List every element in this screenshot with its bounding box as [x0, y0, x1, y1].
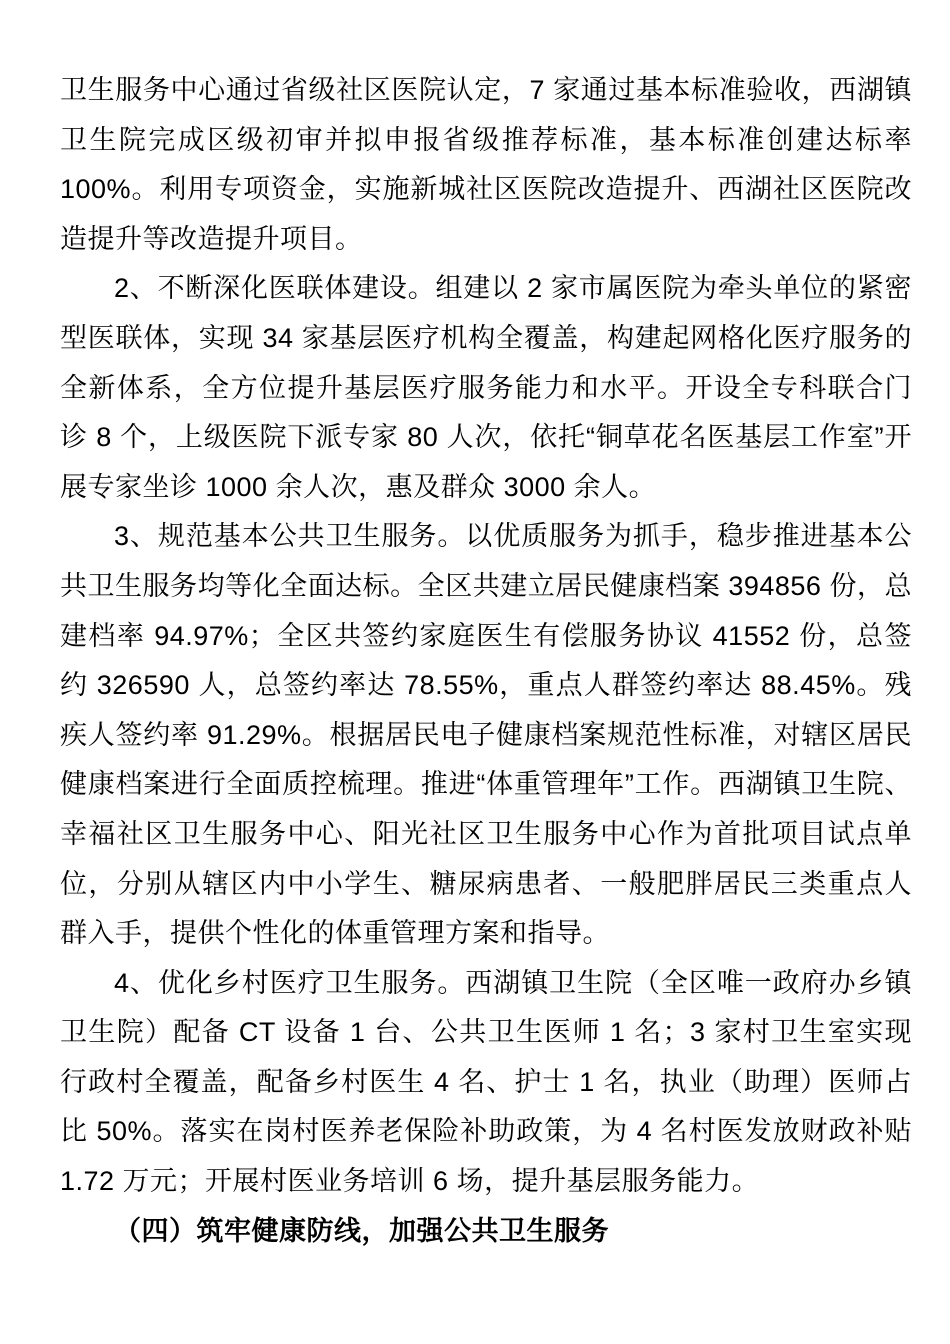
body-paragraph: 卫生服务中心通过省级社区医院认定，7 家通过基本标准验收，西湖镇卫生院完成区级初审并拟申报省级推荐标准，基本标准创建达标率 100%。利用专项资金，实施新城社区医院改造提升、西湖社区医院改造提升等改造提升项目。 [60, 75, 912, 254]
body-paragraph: 3、规范基本公共卫生服务。以优质服务为抓手，稳步推进基本公共卫生服务均等化全面达标。全区共建立居民健康档案 394856 份，总建档率 94.97%；全区共签约家庭医生有偿服务协议 41552 份，总签约 326590 人，总签约率达 78.55%，重点人群签约率达 88.45%。残疾人签约率 91.29%。根据居民电子健康档案规范性标准，对辖区居民健康档案进行全面质控梳理。推进“体重管理年”工作。西湖镇卫生院、幸福社区卫生服务中心、阳光社区卫生服务中心作为首批项目试点单位，分别从辖区内中小学生、糖尿病患者、一般肥胖居民三类重点人群入手，提供个性化的体重管理方案和指导。 [60, 521, 912, 949]
section-heading: （四）筑牢健康防线，加强公共卫生服务 [114, 1215, 609, 1246]
body-paragraph: 2、不断深化医联体建设。组建以 2 家市属医院为牵头单位的紧密型医联体，实现 34 家基层医疗机构全覆盖，构建起网格化医疗服务的全新体系，全方位提升基层医疗服务能力和水平。开设全专科联合门诊 8 个，上级医院下派专家 80 人次，依托“铜草花名医基层工作室”开展专家坐诊 1000 余人次，惠及群众 3000 余人。 [60, 273, 912, 502]
body-paragraph: 4、优化乡村医疗卫生服务。西湖镇卫生院（全区唯一政府办乡镇卫生院）配备 CT 设备 1 台、公共卫生医师 1 名；3 家村卫生室实现行政村全覆盖，配备乡村医生 4 名、护士 1 名，执业（助理）医师占比 50%。落实在岗村医养老保险补助政策，为 4 名村医发放财政补贴 1.72 万元；开展村医业务培训 6 场，提升基层服务能力。 [60, 967, 912, 1197]
